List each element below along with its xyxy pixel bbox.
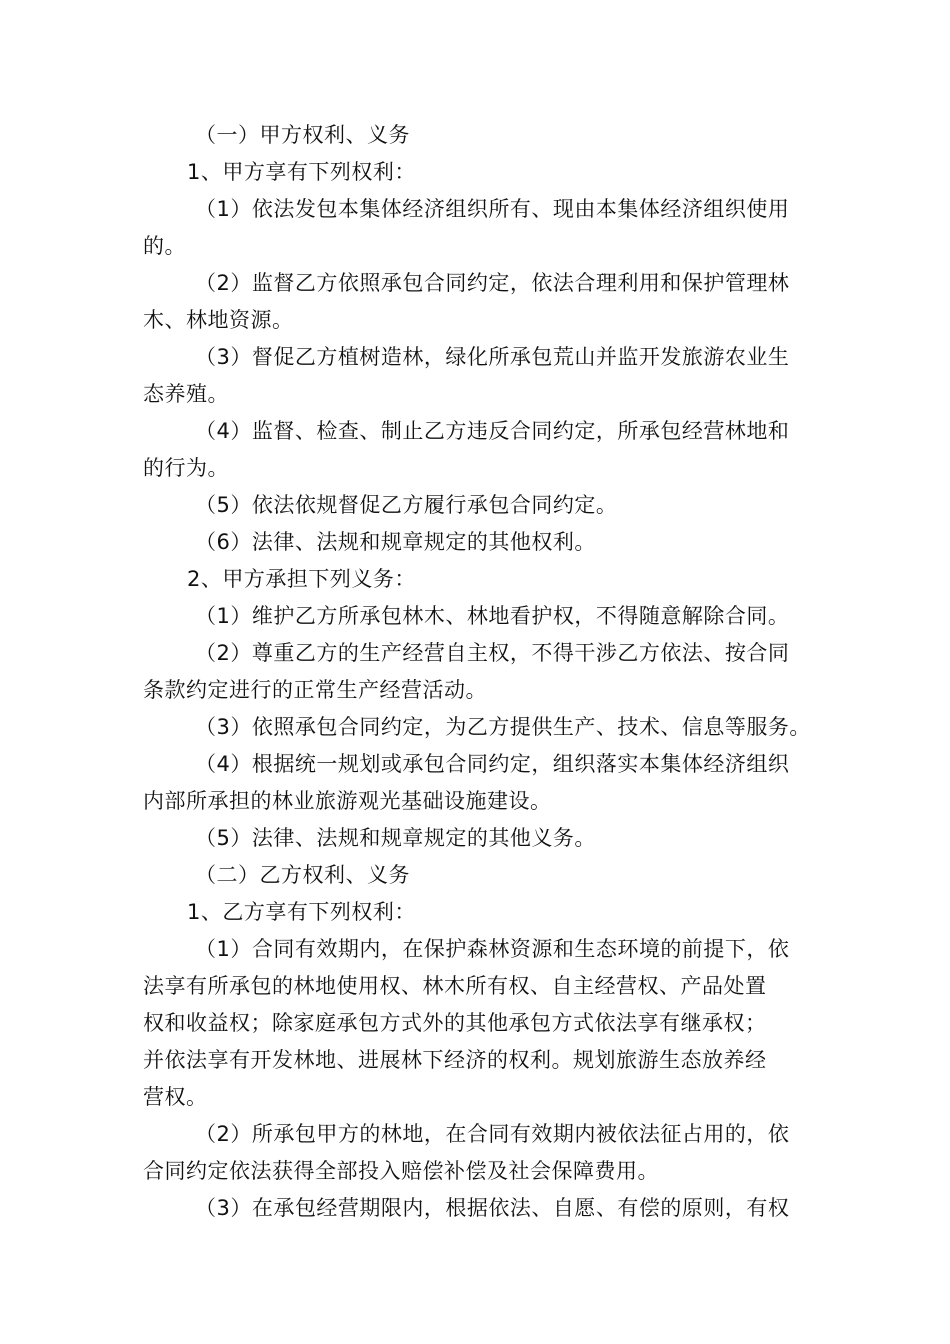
document-body [143, 117, 815, 1227]
paragraph-line: （3）依照承包合同约定，为乙方提供生产、技术、信息等服务。 [195, 715, 811, 739]
paragraph-line: 态养殖。 [143, 382, 229, 406]
subheading-party-b-rights: 1、乙方享有下列权利： [187, 900, 416, 924]
paragraph-line: 法享有所承包的林地使用权、林木所有权、自主经营权、产品处置 [143, 974, 767, 998]
section-heading-party-a: （一）甲方权利、义务 [195, 123, 410, 147]
subheading-party-a-rights: 1、甲方享有下列权利： [187, 160, 416, 184]
paragraph-line: （2）尊重乙方的生产经营自主权，不得干涉乙方依法、按合同 [195, 641, 790, 665]
paragraph-line: （2）所承包甲方的林地，在合同有效期内被依法征占用的，依 [195, 1122, 790, 1146]
paragraph-line: 并依法享有开发林地、进展林下经济的权利。规划旅游生态放养经 [143, 1048, 767, 1072]
paragraph-line: （6）法律、法规和规章规定的其他权利。 [195, 530, 596, 554]
paragraph-line: 权和收益权；除家庭承包方式外的其他承包方式依法享有继承权； [143, 1011, 767, 1035]
paragraph-line: 木、林地资源。 [143, 308, 294, 332]
subheading-party-a-obligations: 2、甲方承担下列义务： [187, 567, 416, 591]
paragraph-line: 的。 [143, 234, 186, 258]
paragraph-line: 内部所承担的林业旅游观光基础设施建设。 [143, 789, 552, 813]
paragraph-line: （1）依法发包本集体经济组织所有、现由本集体经济组织使用 [195, 197, 790, 221]
paragraph-line: （3）在承包经营期限内，根据依法、自愿、有偿的原则，有权 [195, 1196, 790, 1220]
paragraph-line: （4）根据统一规划或承包合同约定，组织落实本集体经济组织 [195, 752, 790, 776]
paragraph-line: （1）维护乙方所承包林木、林地看护权，不得随意解除合同。 [195, 604, 790, 628]
paragraph-line: 营权。 [143, 1085, 208, 1109]
paragraph-line: 条款约定进行的正常生产经营活动。 [143, 678, 487, 702]
paragraph-line: （4）监督、检查、制止乙方违反合同约定，所承包经营林地和 [195, 419, 790, 443]
paragraph-line: （2）监督乙方依照承包合同约定，依法合理利用和保护管理林 [195, 271, 790, 295]
paragraph-line: （3）督促乙方植树造林，绿化所承包荒山并监开发旅游农业生 [195, 345, 790, 369]
section-heading-party-b: （二）乙方权利、义务 [195, 863, 410, 887]
paragraph-line: 合同约定依法获得全部投入赔偿补偿及社会保障费用。 [143, 1159, 659, 1183]
paragraph-line: （5）依法依规督促乙方履行承包合同约定。 [195, 493, 618, 517]
paragraph-line: 的行为。 [143, 456, 229, 480]
paragraph-line: （5）法律、法规和规章规定的其他义务。 [195, 826, 596, 850]
paragraph-line: （1）合同有效期内，在保护森林资源和生态环境的前提下，依 [195, 937, 790, 961]
